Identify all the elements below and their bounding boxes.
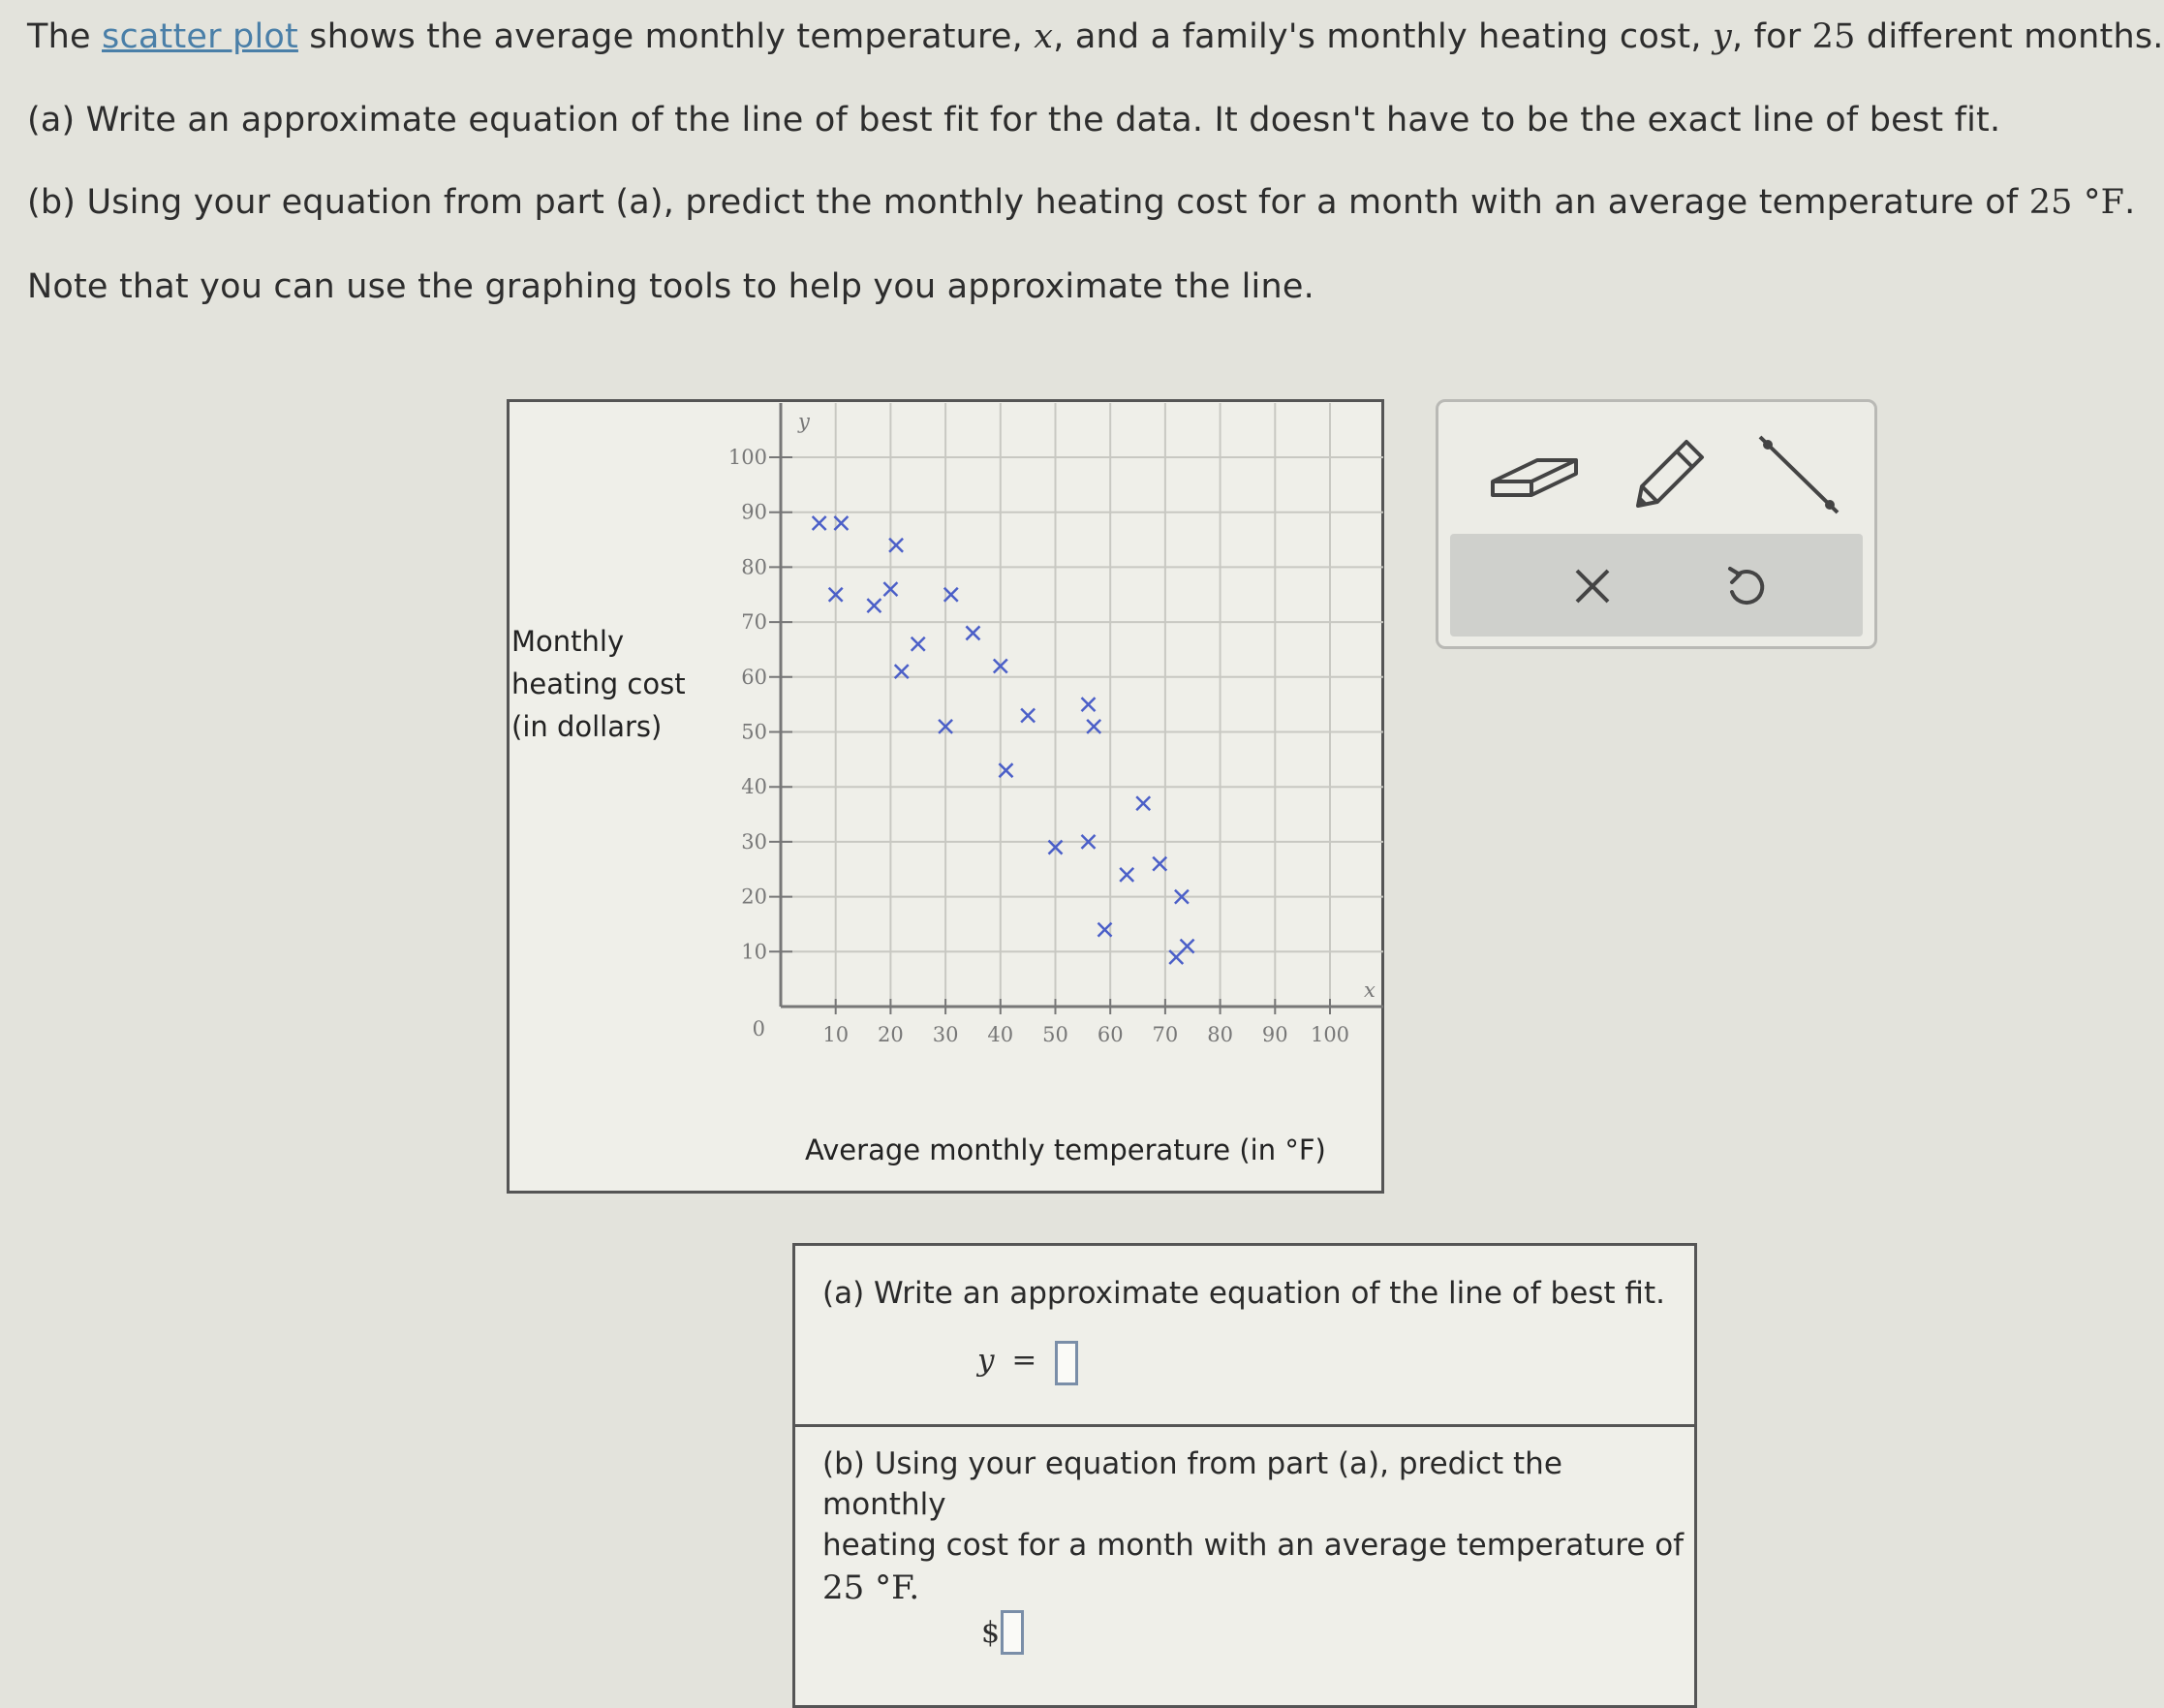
- scatter-plot-link[interactable]: scatter plot: [102, 17, 298, 56]
- x-axis-label: Average monthly temperature (in °F): [805, 1133, 1326, 1166]
- y-tick-label: 70: [741, 610, 767, 635]
- y-tick-label: 50: [741, 720, 767, 744]
- data-point: [912, 637, 925, 651]
- eq-sign: =: [1011, 1343, 1037, 1378]
- x-tick-label: 30: [932, 1023, 959, 1046]
- data-point: [966, 626, 979, 639]
- origin-label: 0: [752, 1017, 765, 1040]
- undo-icon: [1722, 563, 1769, 609]
- x-tick-label: 20: [878, 1023, 904, 1046]
- y-tick-label: 90: [741, 500, 767, 524]
- x-axis-letter: x: [1364, 978, 1376, 1002]
- y-tick-label: 10: [741, 940, 767, 964]
- intro-text-start: The: [27, 17, 103, 56]
- x-tick-label: 70: [1152, 1023, 1179, 1046]
- y-axis-label-line1: Monthly: [511, 625, 625, 658]
- graph-tool-panel: [1436, 399, 1877, 649]
- x-tick-label: 80: [1207, 1023, 1233, 1046]
- tool-actions-bar: [1450, 534, 1863, 637]
- data-point: [1120, 868, 1133, 882]
- pencil-tool[interactable]: [1609, 425, 1716, 522]
- part-a-prompt: (a) Write an approximate equation of the line of best fit.: [822, 1276, 1665, 1311]
- part-b-answer-input[interactable]: [1001, 1610, 1024, 1655]
- intro-text-3: , for: [1731, 17, 1812, 56]
- intro-text-end: different months.: [1855, 17, 2164, 56]
- data-point: [1082, 698, 1096, 711]
- part-b-temp: 25 °F: [2028, 183, 2125, 222]
- eq-lhs: y: [977, 1343, 995, 1378]
- pencil-icon: [1609, 430, 1716, 517]
- part-b-end: .: [2124, 183, 2136, 222]
- x-tick-label: 60: [1097, 1023, 1124, 1046]
- close-icon: [1571, 565, 1614, 607]
- x-tick-label: 100: [1310, 1023, 1350, 1046]
- y-axis-label-line2: heating cost: [511, 668, 686, 700]
- intro-text-2: , and a family's monthly heating cost,: [1053, 17, 1713, 56]
- currency-sign: $: [981, 1616, 1001, 1650]
- answer-panel: [792, 1243, 1697, 1708]
- x-tick-label: 50: [1042, 1023, 1068, 1046]
- x-tick-label: 10: [822, 1023, 850, 1046]
- line-tool-icon: [1747, 425, 1853, 522]
- y-tick-label: 20: [741, 885, 767, 909]
- var-y: y: [1712, 17, 1732, 56]
- y-axis-letter: y: [798, 410, 810, 433]
- eraser-tool[interactable]: [1479, 425, 1586, 522]
- x-tick-label: 40: [987, 1023, 1014, 1046]
- y-axis-label-line3: (in dollars): [511, 710, 663, 743]
- answer-divider: [795, 1424, 1694, 1427]
- part-b-prompt-temp: 25 °F.: [822, 1568, 920, 1607]
- y-tick-label: 40: [741, 775, 767, 799]
- part-b-text: (b) Using your equation from part (a), predict the monthly heating cost for a month with an average temperature of: [27, 183, 2029, 222]
- part-b-prompt: [822, 1444, 1694, 1610]
- data-point: [813, 516, 826, 530]
- data-point: [1136, 796, 1150, 810]
- data-point: [867, 599, 881, 612]
- question-part-a: (a) Write an approximate equation of the line of best fit for the data. It doesn't have to be the exact line of best fit.: [27, 101, 2001, 140]
- eraser-icon: [1479, 435, 1586, 512]
- clear-button[interactable]: [1539, 549, 1646, 623]
- x-tick-label: 90: [1261, 1023, 1288, 1046]
- var-x: x: [1034, 17, 1054, 56]
- part-b-prompt-line1: (b) Using your equation from part (a), predict the monthly: [822, 1446, 1562, 1522]
- question-note: Note that you can use the graphing tools to help you approximate the line.: [27, 267, 1314, 306]
- month-count: 25: [1811, 17, 1856, 56]
- part-a-equation: [977, 1343, 1044, 1378]
- line-tool[interactable]: [1747, 425, 1853, 522]
- y-tick-label: 80: [741, 555, 767, 579]
- undo-button[interactable]: [1692, 549, 1799, 623]
- y-tick-label: 100: [727, 446, 767, 469]
- part-a-answer-input[interactable]: [1055, 1341, 1078, 1385]
- part-b-prompt-line2: heating cost for a month with an average temperature of: [822, 1528, 1685, 1563]
- intro-text-1: shows the average monthly temperature,: [297, 17, 1035, 56]
- data-point: [1021, 708, 1035, 722]
- y-tick-label: 30: [741, 829, 767, 854]
- y-tick-label: 60: [741, 665, 767, 689]
